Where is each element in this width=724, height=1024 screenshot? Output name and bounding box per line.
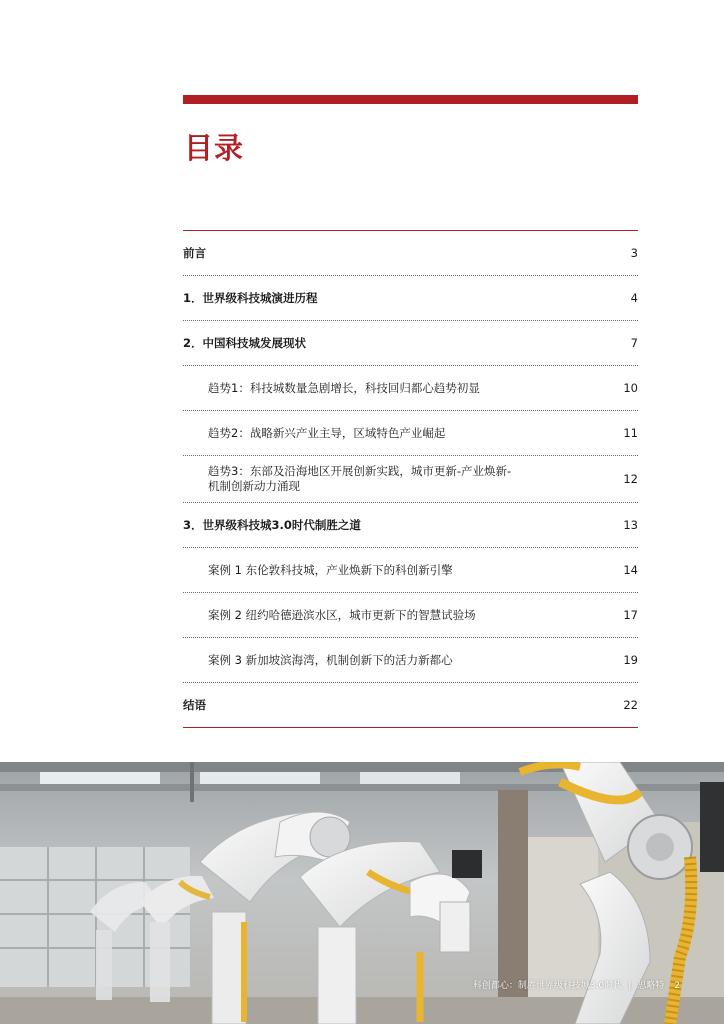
toc-entry-label: 趋势2：战略新兴产业主导，区域特色产业崛起 [208, 425, 446, 440]
toc-entry[interactable] [183, 366, 638, 411]
toc-entry-label-line: 机制创新动力涌现 [208, 479, 300, 493]
toc-entry-page: 14 [623, 563, 638, 577]
toc-entry[interactable] [183, 411, 638, 456]
toc-entry-label: 结语 [183, 697, 206, 712]
toc-entry[interactable] [183, 503, 638, 548]
header-accent-bar [183, 95, 638, 104]
toc-entry-page: 19 [623, 653, 638, 667]
toc-entry-page: 12 [623, 472, 638, 486]
toc-entry[interactable] [183, 276, 638, 321]
toc-entry-page: 7 [630, 336, 638, 350]
toc-entry[interactable] [183, 231, 638, 276]
toc-entry-label: 前言 [183, 245, 206, 260]
toc-entry-label: 2．中国科技城发展现状 [183, 335, 307, 350]
toc-entry-page: 11 [623, 426, 638, 440]
toc-entry-page: 13 [623, 518, 638, 532]
toc-entry[interactable] [183, 683, 638, 728]
toc-entry[interactable] [183, 638, 638, 683]
toc-entry-label: 趋势1：科技城数量急剧增长，科技回归都心趋势初显 [208, 380, 480, 395]
toc-entry-label [183, 464, 511, 494]
footer-page-number: 2 [674, 981, 680, 991]
page-footer [473, 978, 680, 991]
toc-entry[interactable] [183, 548, 638, 593]
page-title: 目录 [184, 131, 245, 165]
toc-entry-page: 4 [630, 291, 638, 305]
toc-entry[interactable] [183, 321, 638, 366]
toc-entry-page: 3 [630, 246, 638, 260]
toc-entry-label-line: 趋势3：东部及沿海地区开展创新实践，城市更新-产业焕新- [208, 464, 512, 478]
footer-title: 科创都心：制胜世界级科技城3.0时代 [472, 981, 623, 991]
toc-entry-page: 10 [623, 381, 638, 395]
toc-entry-label: 案例 3 新加坡滨海湾，机制创新下的活力新都心 [208, 652, 453, 667]
footer-brand: 思略特 [637, 981, 665, 991]
toc-entry-page: 17 [623, 608, 638, 622]
toc-entry-label: 案例 1 东伦敦科技城，产业焕新下的科创新引擎 [208, 562, 453, 577]
toc-entry-label: 案例 2 纽约哈德逊滨水区，城市更新下的智慧试验场 [208, 607, 476, 622]
toc-entry-label: 1．世界级科技城演进历程 [183, 290, 318, 305]
table-of-contents [183, 231, 638, 728]
toc-entry-page: 22 [623, 698, 638, 712]
toc-entry[interactable] [183, 593, 638, 638]
toc-entry[interactable] [183, 456, 638, 503]
footer-separator: | [628, 981, 632, 991]
toc-entry-label: 3．世界级科技城3.0时代制胜之道 [183, 517, 361, 532]
